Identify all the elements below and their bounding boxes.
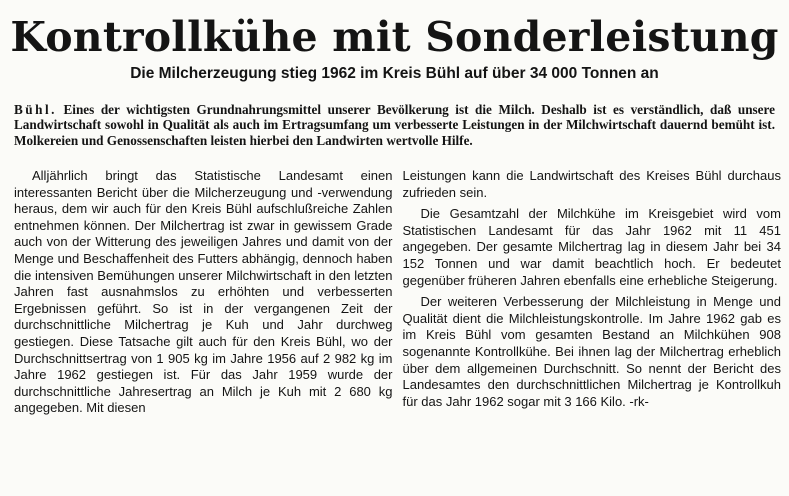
subheadline: Die Milcherzeugung stieg 1962 im Kreis Bühl auf über 34 000 Tonnen an (130, 65, 659, 82)
paragraph: Alljährlich bringt das Statistische Landesamt einen interessanten Bericht über die Milcherzeugung und -verwendung heraus, dem wir auch für den Kreis Bühl aufschlußreiche Zahlen entnehmen können. Der Milchertrag ist zwar in gewissem Grade auch von der Witterung des jeweiligen Jahres und damit von der Menge und Beschaffenheit des Futters abhängig, dennoch haben die intensiven Bemühungen unserer Milchwirtschaft in den letzten Jahren fast ausnahmslos zu erhöhten und verbesserten Ergebnissen geführt. So ist in der vergangenen Zeit der durchschnittliche Milchertrag je Kuh und Jahr durchweg gestiegen. Diese Tatsache gilt auch für den Kreis Bühl, wo der Durchschnittsertrag von 1 905 kg im Jahre 1956 auf 2 982 kg im Jahre 1962 gestiegen ist. Für das Jahr 1959 wurde der durchschnittliche Jahresertrag an Milch je Kuh mit 2 680 kg angegeben. Mit diesen (14, 168, 393, 416)
paragraph: Die Gesamtzahl der Milchkühe im Kreisgebiet wird vom Statistischen Landesamt für das Jahr 1962 mit 11 451 angegeben. Der gesamte Milchertrag lag in diesem Jahr bei 34 152 Tonnen und war damit beachtlich hoch. Er bedeutet gegenüber früheren Jahren ebenfalls eine erhebliche Steigerung. (402, 206, 781, 288)
paragraph: Der weiteren Verbesserung der Milchleistung in Menge und Qualität dient die Milchleistungskontrolle. Im Jahre 1962 gab es im Kreis Bühl vom gesamten Bestand an Milchkühen 908 sogenannte Kontrollkühe. Bei ihnen lag der Milchertrag erheblich über dem allgemeinen Durchschnitt. So nennt der Bericht des Landesamtes den durchschnittlichen Milchertrag je Kontrollkuh für das Jahr 1962 sogar mit 3 166 Kilo. -rk- (402, 294, 781, 409)
column-right (403, 168, 782, 422)
lead-paragraph (14, 102, 775, 148)
dateline: Bühl. (14, 102, 57, 117)
column-left (14, 168, 393, 422)
article-body (14, 168, 781, 422)
headline: Kontrollkühe mit Sonderleistung (10, 13, 779, 61)
lead-text: Eines der wichtigsten Grundnahrungsmittel unserer Bevölkerung ist die Milch. Deshalb ist es verständlich, daß unsere Landwirtschaft sowohl in Qualität als auch im Ertragsumfang um verbesserte Leistungen in der Milchwirtschaft dauernd bemüht ist. Molkereien und Genossenschaften leisten hierbei den Landwirten wertvolle Hilfe. (14, 102, 775, 148)
paragraph: Leistungen kann die Landwirtschaft des Kreises Bühl durchaus zufrieden sein. (402, 168, 781, 200)
